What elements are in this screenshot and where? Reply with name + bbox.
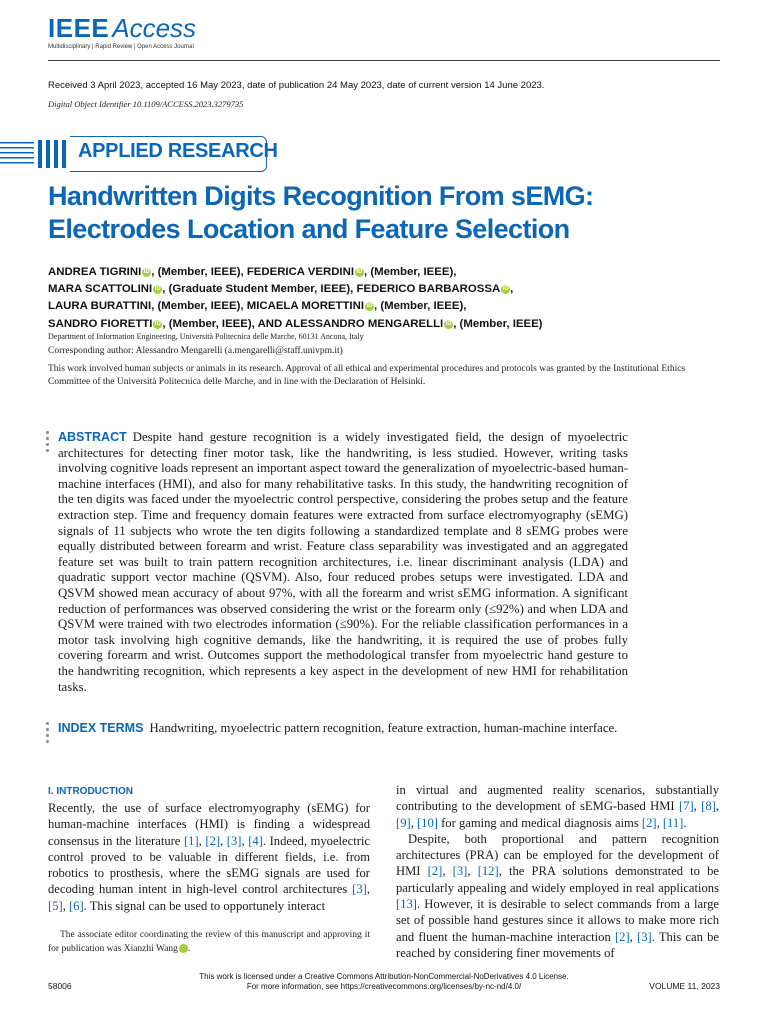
orcid-icon[interactable]: iD [356,269,363,275]
author-line-2 [48,281,728,298]
footnote-text: The associate editor coordinating the review of this manuscript and approving it for publication was Xianzhi Wang [48,930,370,954]
author-line-3 [48,298,728,315]
citation-link[interactable]: [2] [205,833,221,848]
citation-link[interactable]: [7] [678,799,694,814]
citation-link[interactable]: [9] [396,815,411,830]
citation-link[interactable]: [3] [226,833,242,848]
body-text: , the PRA solutions demonstrated to be particularly appealing and widely employed in real applications [396,864,720,895]
abstract-text: Despite hand gesture recognition is a widely investigated field, the design of myoelectric architectures for detecting finer motor task, like the handwriting, is less studied. However, writing tasks involving cognitive loads represent an important aspect toward the generalization of myoelectric-based human-machine interfaces (HMI), and also for many rehabilitative tasks. In this study, the handwriting recognition of the ten digits was faced under the myoelectric control perspective, considering the probes setup and the feature extraction step. Time and frequency domain features were extracted from surface electromyography (sEMG) signals of 11 subjects who wrote the ten digits following a standardized template and 8 sEMG probes were equally distributed between forearm and wrist. Feature class separability was investigated and an aggregated feature set was built to train pattern recognition architectures, i.e. linear discriminant analysis (LDA) and quadratic support vector machine (QSVM). Also, four reduced probes setups were investigated. LDA and QSVM showed mean accuracy of about 97%, with all the forearm and wrist sEMG information. A significant reduction of performances was observed considering the wrist or the forearm only (≤92%) and when LDA and QSVM were trained with two electrodes information (≤90%). For the reliable classification performances in a motor task involving high cognitive demands, like the handwriting, it is required the use of probes fully covering forearm and wrist. Outcomes support the methodological transfer from myoelectric hand gesture to the handwriting recognition, which represents a key aspect in the development of new HMI for rehabilitation tasks. [58,430,628,694]
body-text: , [656,815,663,830]
ethics-statement: This work involved human subjects or animals in its research. Approval of all ethical and experimental procedures and protocols was granted by the Institutional Ethics Committee of the Università Politecnica delle Marche, and in line with the Declaration of Helsinki. [48,364,686,387]
paragraph [396,782,719,831]
citation-link[interactable]: [8] [701,799,716,814]
orcid-icon[interactable]: iD [143,269,150,275]
doi-line: Digital Object Identifier 10.1109/ACCESS.2023.3279735 [48,99,244,109]
index-terms-label: INDEX TERMS [58,721,144,735]
department: Department of Information Engineering, Università Politecnica delle Marche, 60131 Ancona, Italy [48,332,364,341]
volume-info: VOLUME 11, 2023 [649,981,720,991]
author-name: LAURA BURATTINI, (Member, IEEE), MICAELA MORETTINI [48,300,364,313]
abstract [58,430,628,695]
body-text: , [442,864,453,879]
section-label: APPLIED RESEARCH [78,140,278,162]
author-affil: , [510,283,514,296]
footnote-text: . [187,944,191,954]
citation-link[interactable]: [2] [641,815,657,830]
body-text: . Indeed, myoelectric control proved to be valuable in different fields, i.e. from robotics to prosthesis, where the sEMG signals are used for decoding human intent in high-level control architectures [48,833,371,897]
license-line-1: This work is licensed under a Creative Commons Attribution-NonCommercial-NoDerivatives 4.0 License. [199,972,569,981]
index-terms [58,721,678,737]
orcid-icon[interactable]: iD [366,303,373,310]
author-affil: , (Member, IEEE), [373,300,467,313]
citation-link[interactable]: [3] [452,864,468,879]
body-text: , [467,864,478,879]
author-name: , (Member, IEEE), FEDERICA VERDINI [151,266,354,278]
citation-link[interactable]: [6] [68,898,84,913]
body-text: , [220,833,227,848]
author-affil: , (Member, IEEE) [453,317,543,330]
author-name: , (Member, IEEE), AND ALESSANDRO MENGARELLI [162,317,444,330]
body-text: for gaming and medical diagnosis aims [437,815,642,830]
section-banner [0,136,278,172]
title-line-1: Handwritten Digits Recognition From sEMG: [48,181,594,211]
index-dots-icon [46,722,50,746]
citation-link[interactable]: [2] [427,864,443,879]
author-line-4 [48,316,728,333]
editor-footnote [48,928,370,956]
citation-link[interactable]: [3] [352,882,367,897]
body-text: , [198,833,206,848]
citation-link[interactable]: [11] [662,815,684,830]
citation-link[interactable]: [4] [248,833,263,848]
orcid-icon[interactable]: iD [154,286,161,293]
logo-access: Access [112,13,197,43]
author-name: MARA SCATTOLINI [48,283,153,296]
logo-wordmark [48,14,196,42]
citation-link[interactable]: [12] [477,864,499,879]
logo-tagline: Multidisciplinary | Rapid Review | Open Access Journal [48,44,194,50]
intro-left-column [48,800,370,914]
body-text: , [715,799,719,814]
page-number: 58006 [48,981,72,991]
body-text: , [693,799,702,814]
author-list [48,264,728,333]
body-text: , [629,929,638,944]
body-text: . However, it is desirable to select commands from a large set of possible hand gestures since it allows to make more rich and fluent the human-machine interaction [396,897,719,944]
author-affil: , (Member, IEEE), [363,266,457,278]
body-text: , [62,898,69,913]
author-name: ANDREA TIGRINI [48,266,142,278]
logo-ieee: IEEE [48,13,110,43]
body-text: Despite, both proportional and pattern recognition architectures (PRA) can be employed for the development of HMI [396,831,719,879]
abstract-label: ABSTRACT [58,430,127,444]
orcid-icon[interactable]: iD [502,286,509,293]
body-text: , [366,882,370,897]
orcid-icon[interactable]: iD [154,320,161,327]
citation-link[interactable]: [3] [637,929,652,944]
body-text: . This can be reached by considering finer movements of [396,929,719,960]
body-text: . [683,815,687,830]
paragraph [396,831,719,961]
body-text: Recently, the use of surface electromyography (sEMG) for human-machine interfaces (HMI) is finding a widespread consensus in the literature [48,801,370,848]
body-text: , [410,815,417,830]
citation-link[interactable]: [1] [183,833,199,848]
author-line-1 [48,264,728,281]
author-name: , (Graduate Student Member, IEEE), FEDERICO BARBAROSSA [162,283,501,296]
body-text: , [241,833,249,848]
body-text: in virtual and augmented reality scenarios, substantially contributing to the development of sEMG-based HMI [396,783,719,814]
license-line-2[interactable]: For more information, see https://creativecommons.org/licenses/by-nc-nd/4.0/ [246,982,522,991]
journal-logo [48,14,196,54]
header-rule [48,60,720,61]
citation-link[interactable]: [5] [48,898,63,913]
paper-title [48,180,728,246]
corresponding-author: Corresponding author: Alessandro Mengarelli (a.mengarelli@staff.univpm.it) [48,346,343,356]
title-line-2: Electrodes Location and Feature Selection [48,214,570,244]
abstract-dots-icon [46,431,50,455]
orcid-icon[interactable]: iD [179,944,188,953]
banner-stripes-icon [0,140,68,168]
author-name: SANDRO FIORETTI [48,317,153,330]
section-heading: I. INTRODUCTION [48,786,133,797]
citation-link[interactable]: [2] [614,929,630,944]
index-terms-text: Handwriting, myoelectric pattern recognition, feature extraction, human-machine interface. [149,721,618,735]
intro-right-column [396,782,719,961]
citation-link[interactable]: [10] [416,815,438,830]
body-text: . This signal can be used to opportunely interact [83,898,326,913]
citation-link[interactable]: [13] [396,897,417,912]
received-dates: Received 3 April 2023, accepted 16 May 2023, date of publication 24 May 2023, date of current version 14 June 2023. [48,80,545,91]
orcid-icon[interactable]: iD [445,320,452,327]
